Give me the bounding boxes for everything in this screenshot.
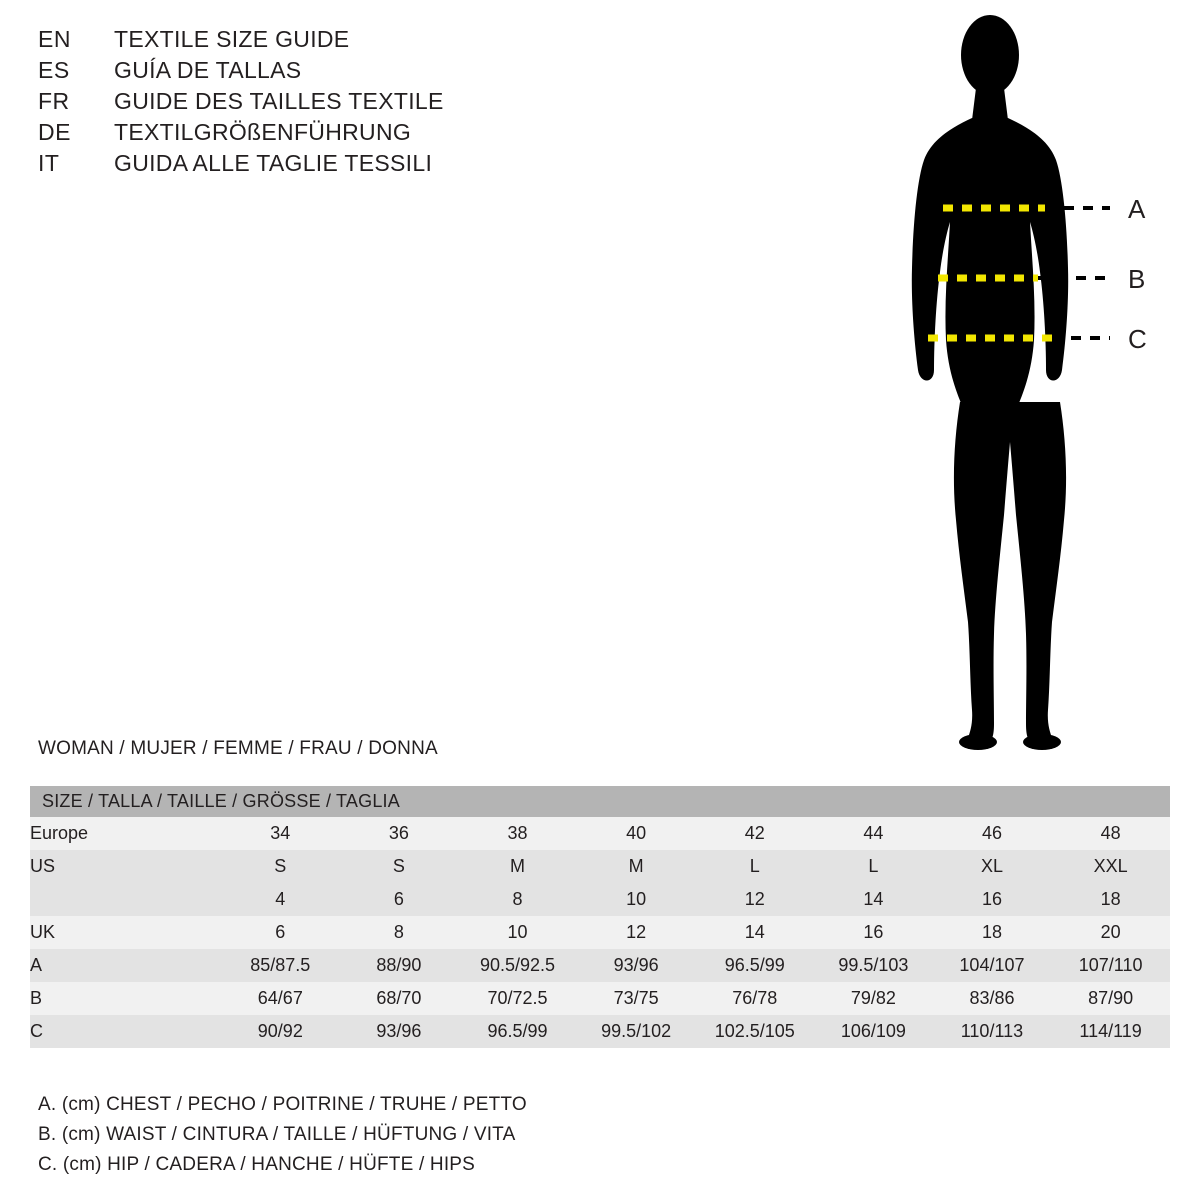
table-cell: 99.5/103 bbox=[814, 949, 933, 982]
table-cell: 18 bbox=[1051, 883, 1170, 916]
table-header-row bbox=[30, 786, 1170, 817]
title-text: TEXTILGRÖßENFÜHRUNG bbox=[114, 119, 412, 145]
table-cell: 68/70 bbox=[340, 982, 459, 1015]
table-row bbox=[30, 949, 1170, 982]
title-lang-code: IT bbox=[38, 150, 60, 176]
label-c: C bbox=[1128, 324, 1147, 354]
title-row bbox=[38, 119, 678, 150]
label-a: A bbox=[1128, 194, 1146, 224]
table-cell: L bbox=[814, 850, 933, 883]
table-row bbox=[30, 916, 1170, 949]
table-cell: 90.5/92.5 bbox=[458, 949, 577, 982]
table-cell: 4 bbox=[221, 883, 340, 916]
table-cell: 10 bbox=[458, 916, 577, 949]
table-cell: XL bbox=[933, 850, 1052, 883]
table-cell: 96.5/99 bbox=[695, 949, 814, 982]
table-cell: 6 bbox=[221, 916, 340, 949]
table-cell: 93/96 bbox=[577, 949, 696, 982]
table-row bbox=[30, 982, 1170, 1015]
table-cell: 42 bbox=[695, 817, 814, 850]
table-cell: 14 bbox=[695, 916, 814, 949]
table-cell: L bbox=[695, 850, 814, 883]
table-cell: 12 bbox=[695, 883, 814, 916]
table-cell: 34 bbox=[221, 817, 340, 850]
title-lang-code: ES bbox=[38, 57, 70, 83]
table-row bbox=[30, 850, 1170, 883]
table-cell: XXL bbox=[1051, 850, 1170, 883]
row-label: C bbox=[30, 1015, 221, 1048]
row-label bbox=[30, 883, 221, 916]
table-cell: 102.5/105 bbox=[695, 1015, 814, 1048]
title-text: TEXTILE SIZE GUIDE bbox=[114, 26, 350, 52]
table-row bbox=[30, 883, 1170, 916]
title-row bbox=[38, 57, 678, 88]
title-row bbox=[38, 88, 678, 119]
table-cell: 107/110 bbox=[1051, 949, 1170, 982]
body-silhouette-icon bbox=[912, 15, 1068, 750]
table-cell: 93/96 bbox=[340, 1015, 459, 1048]
table-cell: 90/92 bbox=[221, 1015, 340, 1048]
table-cell: 73/75 bbox=[577, 982, 696, 1015]
row-label: Europe bbox=[30, 817, 221, 850]
section-caption: WOMAN / MUJER / FEMME / FRAU / DONNA bbox=[38, 738, 438, 759]
label-b: B bbox=[1128, 264, 1146, 294]
title-lang-code: EN bbox=[38, 26, 71, 52]
title-text: GUIDE DES TAILLES TEXTILE bbox=[114, 88, 444, 114]
title-text: GUÍA DE TALLAS bbox=[114, 57, 302, 83]
table-cell: 46 bbox=[933, 817, 1052, 850]
table-cell: 16 bbox=[814, 916, 933, 949]
title-text: GUIDA ALLE TAGLIE TESSILI bbox=[114, 150, 433, 176]
table-cell: 16 bbox=[933, 883, 1052, 916]
table-cell: 12 bbox=[577, 916, 696, 949]
footnote-b: B. (cm) WAIST / CINTURA / TAILLE / HÜFTUNG / VITA bbox=[38, 1124, 516, 1145]
table-header-label: SIZE / TALLA / TAILLE / GRÖSSE / TAGLIA bbox=[30, 786, 1170, 817]
table-cell: S bbox=[221, 850, 340, 883]
table-cell: 99.5/102 bbox=[577, 1015, 696, 1048]
table-cell: S bbox=[340, 850, 459, 883]
table-cell: 20 bbox=[1051, 916, 1170, 949]
row-label: UK bbox=[30, 916, 221, 949]
table-row bbox=[30, 817, 1170, 850]
table-cell: M bbox=[577, 850, 696, 883]
table-cell: 87/90 bbox=[1051, 982, 1170, 1015]
title-block bbox=[38, 26, 678, 181]
footnote-c: C. (cm) HIP / CADERA / HANCHE / HÜFTE / HIPS bbox=[38, 1154, 476, 1175]
table-cell: 70/72.5 bbox=[458, 982, 577, 1015]
footnote-a: A. (cm) CHEST / PECHO / POITRINE / TRUHE / PETTO bbox=[38, 1094, 527, 1115]
table-cell: 48 bbox=[1051, 817, 1170, 850]
table-cell: 83/86 bbox=[933, 982, 1052, 1015]
footnotes bbox=[38, 1090, 938, 1180]
title-row bbox=[38, 150, 678, 181]
title-lang-code: FR bbox=[38, 88, 70, 114]
table-cell: 106/109 bbox=[814, 1015, 933, 1048]
table-cell: 110/113 bbox=[933, 1015, 1052, 1048]
table-cell: 38 bbox=[458, 817, 577, 850]
table-cell: 8 bbox=[458, 883, 577, 916]
size-table bbox=[30, 786, 1170, 1048]
table-cell: 8 bbox=[340, 916, 459, 949]
table-cell: 36 bbox=[340, 817, 459, 850]
table-cell: 76/78 bbox=[695, 982, 814, 1015]
table-row bbox=[30, 1015, 1170, 1048]
table-cell: 79/82 bbox=[814, 982, 933, 1015]
table-cell: 44 bbox=[814, 817, 933, 850]
table-cell: 114/119 bbox=[1051, 1015, 1170, 1048]
row-label: US bbox=[30, 850, 221, 883]
table-cell: 10 bbox=[577, 883, 696, 916]
table-cell: M bbox=[458, 850, 577, 883]
title-lang-code: DE bbox=[38, 119, 71, 145]
table-cell: 18 bbox=[933, 916, 1052, 949]
table-cell: 96.5/99 bbox=[458, 1015, 577, 1048]
row-label: B bbox=[30, 982, 221, 1015]
female-body-figure bbox=[860, 10, 1190, 750]
table-cell: 85/87.5 bbox=[221, 949, 340, 982]
table-cell: 88/90 bbox=[340, 949, 459, 982]
row-label: A bbox=[30, 949, 221, 982]
table-cell: 40 bbox=[577, 817, 696, 850]
title-row bbox=[38, 26, 678, 57]
table-cell: 64/67 bbox=[221, 982, 340, 1015]
table-cell: 104/107 bbox=[933, 949, 1052, 982]
table-cell: 14 bbox=[814, 883, 933, 916]
table-cell: 6 bbox=[340, 883, 459, 916]
